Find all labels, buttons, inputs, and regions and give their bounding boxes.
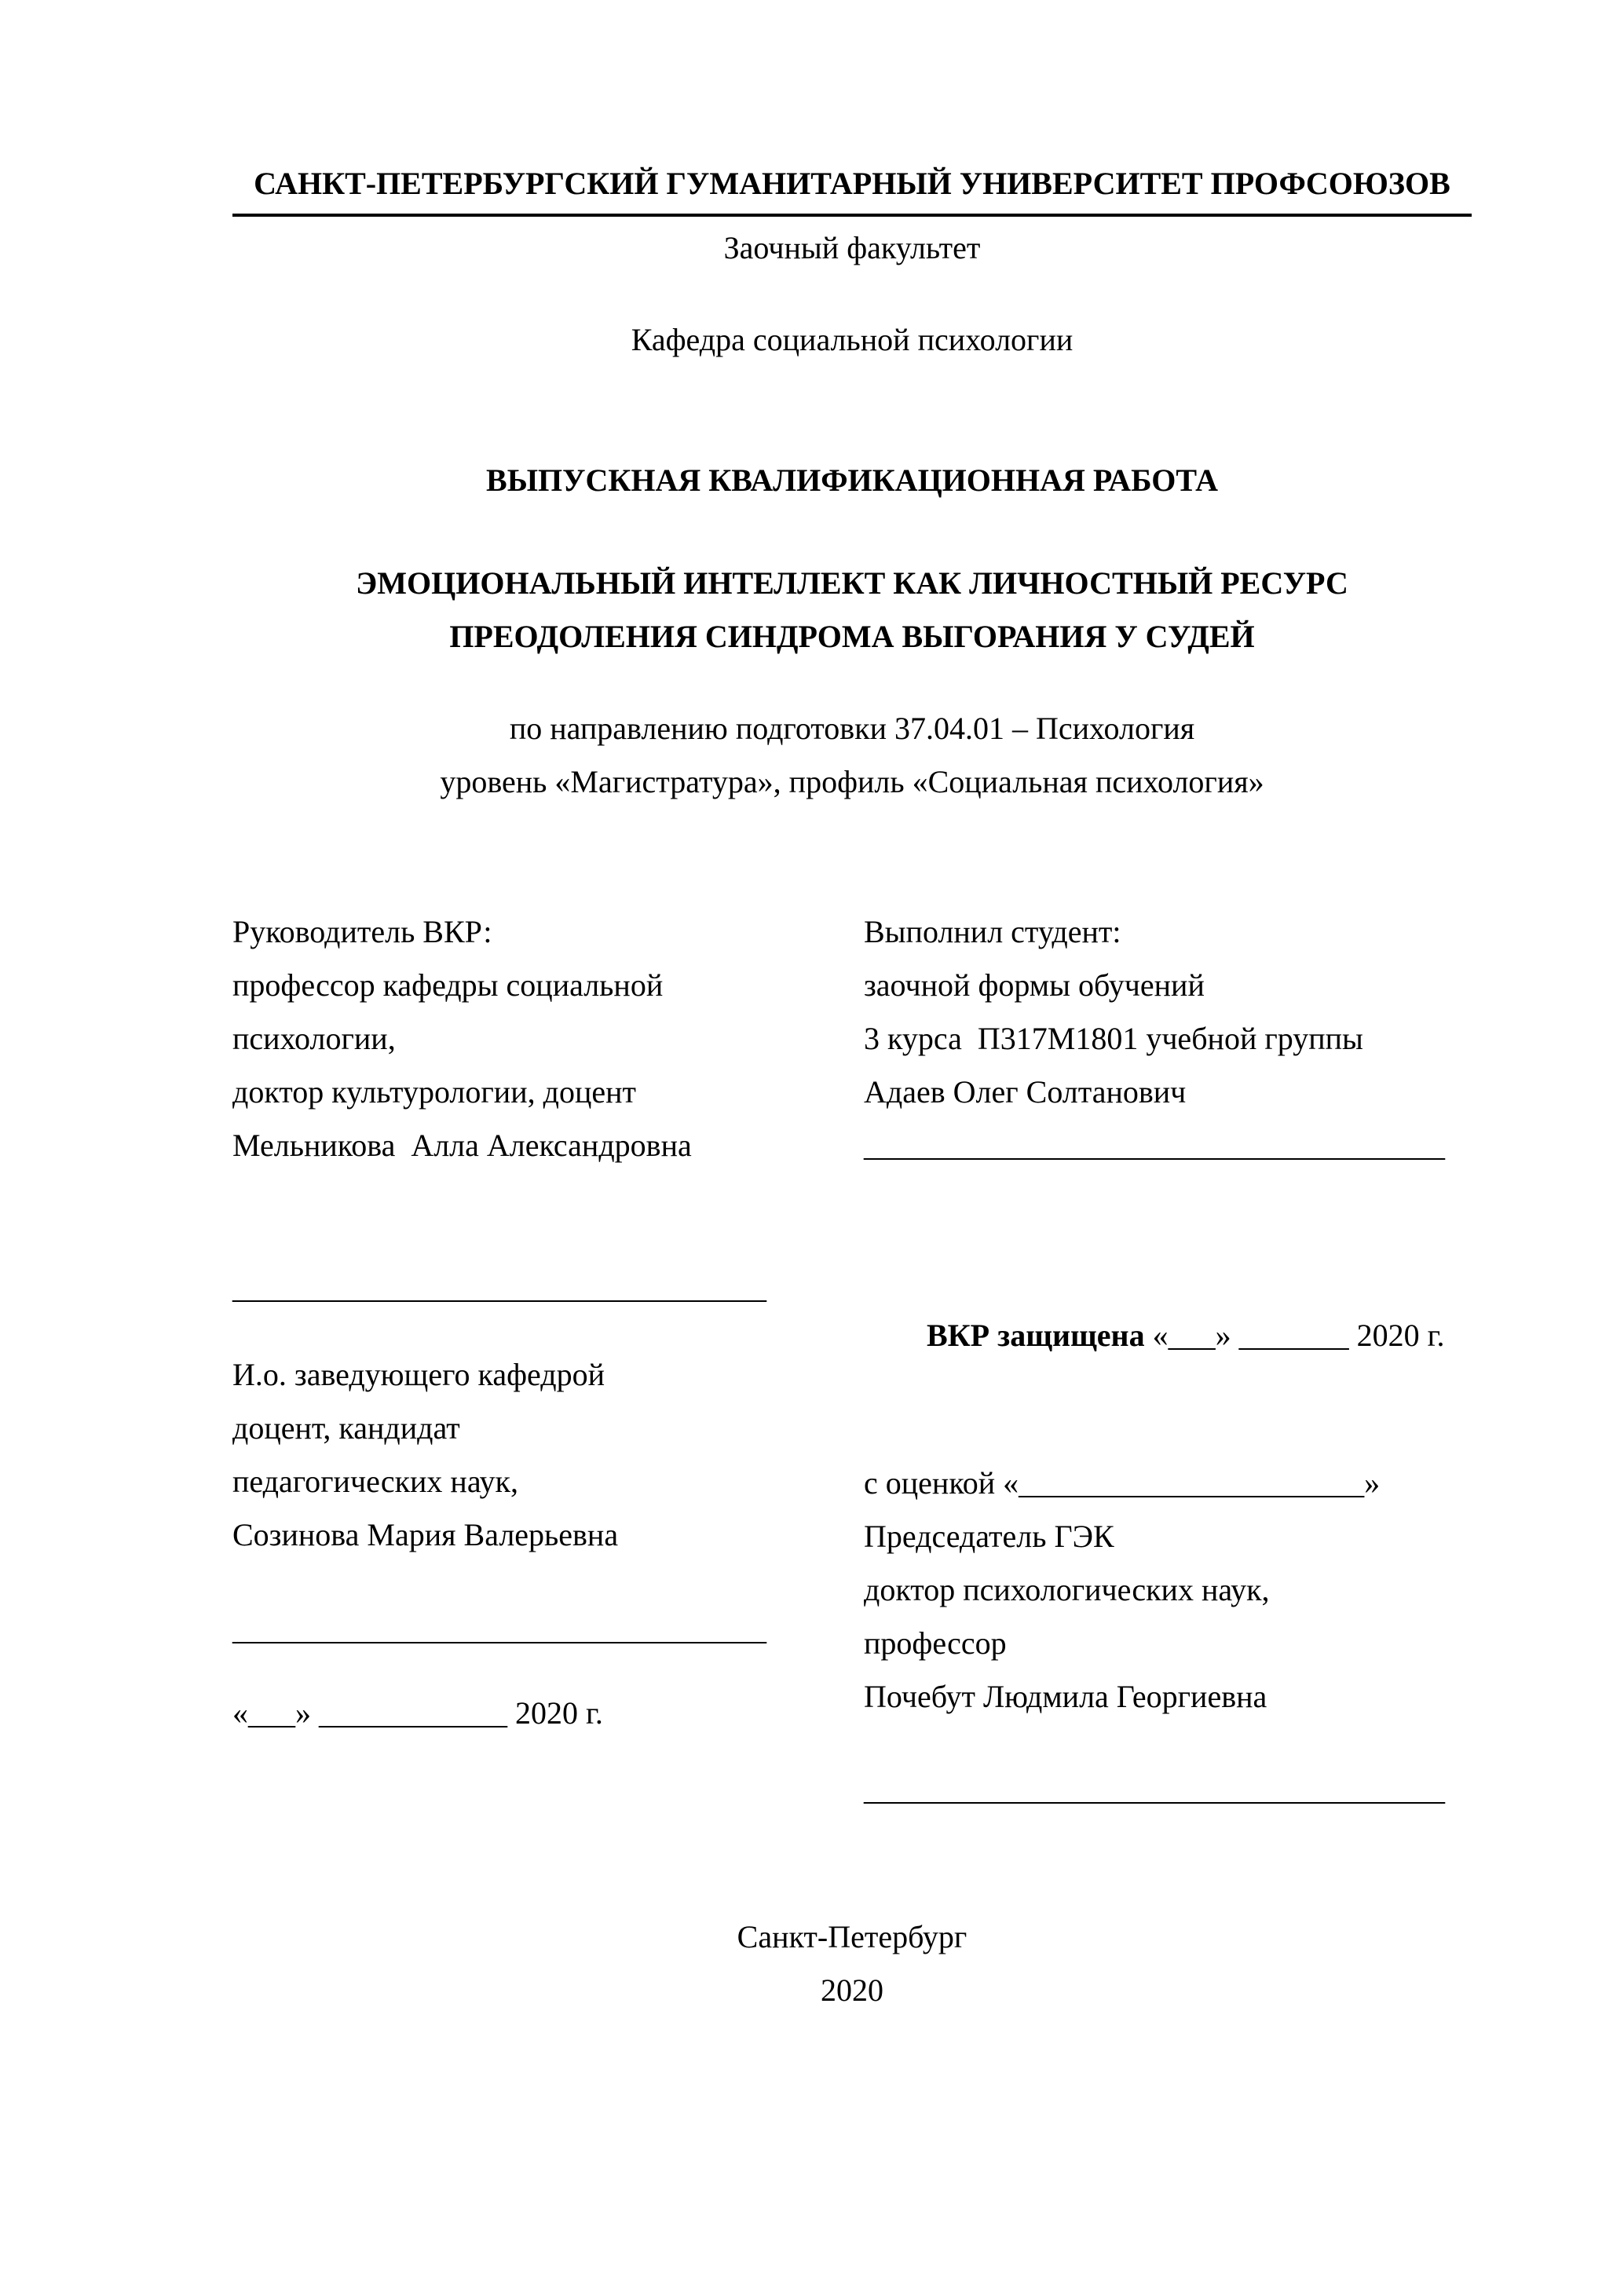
thesis-title xyxy=(232,557,1472,664)
head-signature-line: __________________________________ xyxy=(232,1270,766,1305)
supervisor-position-line: психологии, xyxy=(232,1021,396,1056)
head-position-line: доцент, кандидат xyxy=(232,1410,460,1446)
supervisor-position-line: профессор кафедры социальной xyxy=(232,967,664,1003)
faculty-name: Заочный факультет xyxy=(723,230,981,265)
grade-line: с оценкой «______________________» xyxy=(864,1465,1381,1501)
head-position-line: И.о. заведующего кафедрой xyxy=(232,1357,605,1392)
student-signature-line: _____________________________________ xyxy=(864,1128,1445,1163)
student-group-line: 3 курса П317М1801 учебной группы xyxy=(864,1021,1363,1056)
chair-name: Почебут Людмила Георгиевна xyxy=(864,1679,1267,1714)
right-column xyxy=(864,905,1472,1816)
student-label: Выполнил студент: xyxy=(864,914,1121,949)
department-head-block xyxy=(232,1348,795,1562)
head-name: Созинова Мария Валерьевна xyxy=(232,1517,619,1552)
program-direction: по направлению подготовки 37.04.01 – Психология xyxy=(509,711,1195,746)
footer-city: Санкт-Петербург xyxy=(737,1919,967,1954)
supervisor-name: Мельникова Алла Александровна xyxy=(232,1128,692,1163)
program-level-profile: уровень «Магистратура», профиль «Социальная психология» xyxy=(440,764,1264,799)
defense-label: ВКР защищена xyxy=(927,1318,1145,1353)
program-info xyxy=(232,702,1472,809)
committee-chair-label: Председатель ГЭК xyxy=(864,1519,1114,1554)
defense-date-line xyxy=(864,1256,1472,1416)
university-name: САНКТ-ПЕТЕРБУРГСКИЙ ГУМАНИТАРНЫЙ УНИВЕРСИТЕТ ПРОФСОЮЗОВ xyxy=(232,157,1472,217)
chair-position-line: профессор xyxy=(864,1625,1007,1661)
head-date-line: «___» ____________ 2020 г. xyxy=(232,1695,603,1731)
column-spacer xyxy=(795,905,864,1816)
footer-year: 2020 xyxy=(821,1972,883,2008)
department-name: Кафедра социальной психологии xyxy=(631,322,1074,357)
head-degree-line: педагогических наук, xyxy=(232,1464,518,1499)
footer xyxy=(232,1910,1472,2017)
signature-columns xyxy=(232,905,1472,1816)
defense-date-blank: «___» _______ 2020 г. xyxy=(1144,1318,1445,1353)
head-signature-line-2: __________________________________ xyxy=(232,1611,766,1647)
student-name: Адаев Олег Солтанович xyxy=(864,1074,1187,1110)
left-column xyxy=(232,905,795,1816)
chair-signature-line: _____________________________________ xyxy=(864,1771,1445,1807)
supervisor-label: Руководитель ВКР: xyxy=(232,914,492,949)
thesis-title-line1: ЭМОЦИОНАЛЬНЫЙ ИНТЕЛЛЕКТ КАК ЛИЧНОСТНЫЙ РЕСУРС xyxy=(356,565,1348,601)
student-form-line: заочной формы обучений xyxy=(864,967,1205,1003)
chair-degree-line: доктор психологических наук, xyxy=(864,1572,1270,1607)
thesis-title-line2: ПРЕОДОЛЕНИЯ СИНДРОМА ВЫГОРАНИЯ У СУДЕЙ xyxy=(449,619,1255,654)
work-type-heading: ВЫПУСКНАЯ КВАЛИФИКАЦИОННАЯ РАБОТА xyxy=(486,462,1218,498)
committee-block xyxy=(864,1457,1472,1724)
supervisor-degree-line: доктор культурологии, доцент xyxy=(232,1074,637,1110)
